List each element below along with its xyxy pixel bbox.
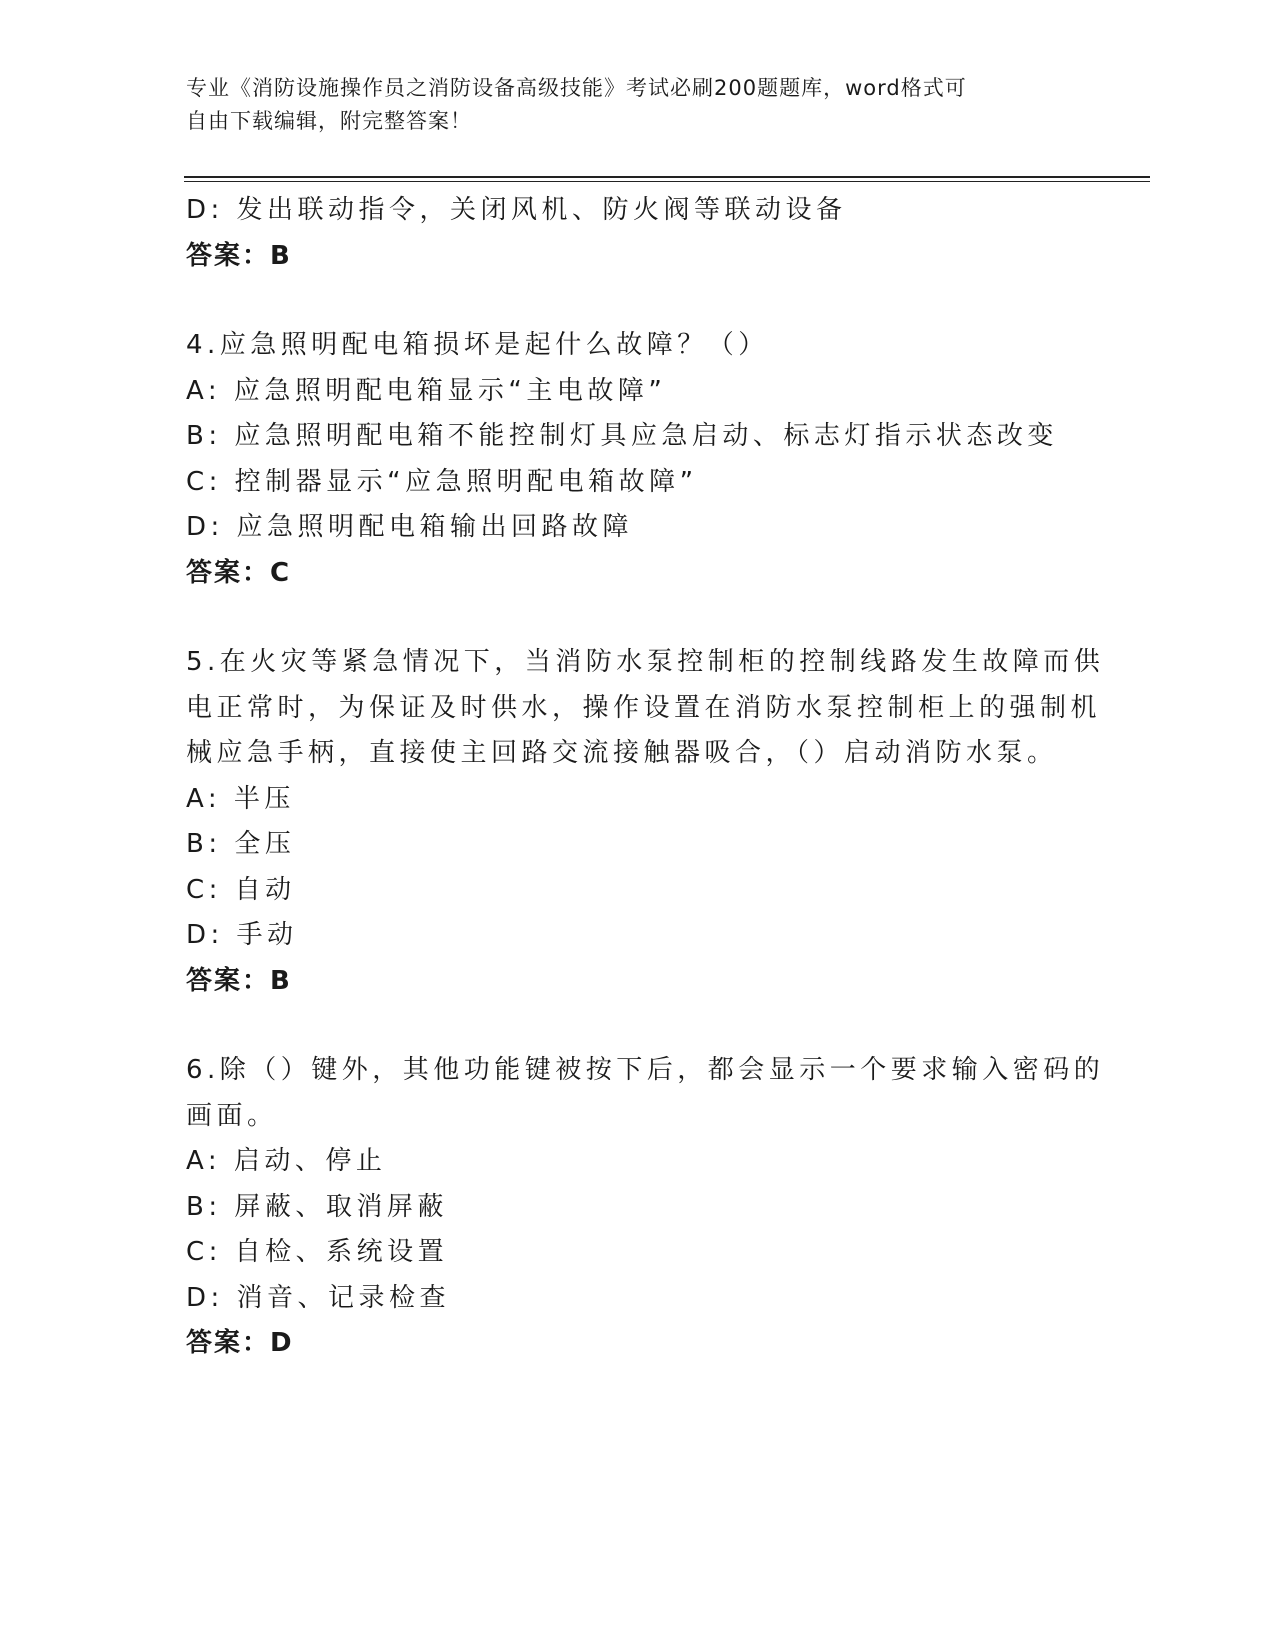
answer-line: 答案：C (186, 557, 292, 588)
answer-line: 答案：B (186, 965, 292, 996)
question-stem: 4.应急照明配电箱损坏是起什么故障？（） (186, 330, 769, 360)
option-c: C: 自动 (186, 874, 296, 905)
option-c: C: 自检、系统设置 (186, 1237, 449, 1267)
answer-line: 答案：B (186, 240, 292, 271)
option-b: B: 全压 (186, 829, 296, 859)
option-d: D: 手动 (186, 920, 298, 950)
question-list (186, 188, 1105, 1367)
option-b: B: 屏蔽、取消屏蔽 (186, 1191, 448, 1222)
question-stem-line-2: 电正常时，为保证及时供水，操作设置在消防水泵控制柜上的强制机 (186, 692, 1102, 723)
header-line-1: 专业《消防设施操作员之消防设备高级技能》考试必刷200题题库，word格式可 (186, 76, 967, 100)
question-stem-line-1: 6.除（）键外，其他功能键被按下后，都会显示一个要求输入密码的 (186, 1055, 1105, 1085)
question-stem-line-3: 械应急手柄，直接使主回路交流接触器吸合，（）启动消防水泵。 (186, 738, 1058, 768)
question-stem-line-2: 画面。 (186, 1100, 278, 1131)
option-a: A: 半压 (186, 783, 295, 814)
spacer (186, 1004, 1086, 1048)
option-d: D: 应急照明配电箱输出回路故障 (186, 512, 634, 542)
option-b: B: 应急照明配电箱不能控制灯具应急启动、标志灯指示状态改变 (186, 421, 1058, 451)
option-a: A: 启动、停止 (186, 1146, 387, 1176)
spacer (186, 279, 1086, 323)
option-a: A: 应急照明配电箱显示“主电故障” (186, 375, 667, 406)
spacer (186, 596, 1086, 640)
question-stem-line-1: 5.在火灾等紧急情况下，当消防水泵控制柜的控制线路发生故障而供 (186, 647, 1105, 677)
document-header (186, 72, 1066, 138)
question-fragment (186, 188, 1086, 279)
question-5 (186, 640, 1105, 1004)
header-divider-thin (184, 181, 1150, 182)
question-4 (186, 323, 1086, 596)
option-d: D: 消音、记录检查 (186, 1282, 451, 1313)
header-line-2: 自由下载编辑，附完整答案！ (186, 109, 472, 133)
option-c: C: 控制器显示“应急照明配电箱故障” (186, 466, 698, 497)
header-divider-thick (184, 176, 1150, 178)
question-6 (186, 1048, 1105, 1367)
option-d: D: 发出联动指令，关闭风机、防火阀等联动设备 (186, 195, 847, 225)
answer-line: 答案：D (186, 1328, 294, 1358)
